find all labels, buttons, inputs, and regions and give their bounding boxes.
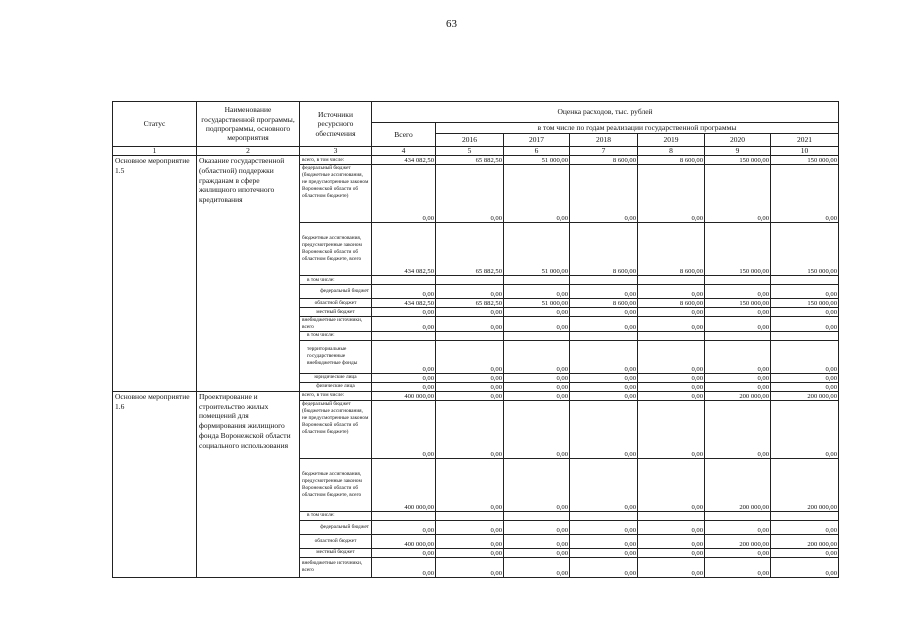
value-total: 400 000,00 bbox=[372, 458, 436, 511]
value-year: 0,00 bbox=[638, 317, 705, 332]
value-year: 0,00 bbox=[771, 165, 839, 223]
funding-source: местный бюджет bbox=[300, 308, 372, 317]
value-year bbox=[570, 331, 638, 340]
header-year: 2018 bbox=[570, 134, 638, 147]
value-total bbox=[372, 276, 436, 285]
value-total: 434 082,50 bbox=[372, 223, 436, 276]
value-year: 0,00 bbox=[705, 548, 771, 557]
value-year: 0,00 bbox=[436, 557, 504, 577]
value-year: 0,00 bbox=[638, 458, 705, 511]
value-year: 0,00 bbox=[504, 317, 570, 332]
value-year: 200 000,00 bbox=[771, 458, 839, 511]
value-total: 0,00 bbox=[372, 520, 436, 534]
value-year: 200 000,00 bbox=[771, 391, 839, 400]
header-year: 2016 bbox=[436, 134, 504, 147]
value-year: 0,00 bbox=[705, 285, 771, 299]
value-total: 0,00 bbox=[372, 382, 436, 391]
table-row bbox=[113, 391, 839, 400]
header-total: Всего bbox=[372, 123, 436, 147]
value-year bbox=[771, 511, 839, 520]
value-year: 0,00 bbox=[638, 534, 705, 548]
value-total bbox=[372, 331, 436, 340]
value-year: 0,00 bbox=[771, 308, 839, 317]
value-year: 0,00 bbox=[570, 520, 638, 534]
funding-source: федеральный бюджет (бюджетные ассигнования, не предусмотренные законом Воронежской области об областном бюджете) bbox=[300, 165, 372, 223]
funding-source: федеральный бюджет bbox=[300, 285, 372, 299]
value-year bbox=[638, 276, 705, 285]
column-number: 7 bbox=[570, 147, 638, 156]
value-total: 0,00 bbox=[372, 308, 436, 317]
value-year: 0,00 bbox=[638, 340, 705, 373]
header-estimate: Оценка расходов, тыс. рублей bbox=[372, 102, 839, 123]
value-year: 0,00 bbox=[504, 557, 570, 577]
value-year: 8 600,00 bbox=[570, 223, 638, 276]
funding-source: всего, в том числе: bbox=[300, 391, 372, 400]
funding-source: территориальные государственные внебюджетные фонды bbox=[300, 340, 372, 373]
section-name: Оказание государственной (областной) поддержки гражданам в сфере жилищного ипотечного кредитования bbox=[197, 156, 300, 392]
value-year: 0,00 bbox=[570, 557, 638, 577]
funding-source: местный бюджет bbox=[300, 548, 372, 557]
column-numbers-row bbox=[113, 147, 839, 156]
value-year: 150 000,00 bbox=[771, 223, 839, 276]
funding-source: федеральный бюджет bbox=[300, 520, 372, 534]
value-year: 0,00 bbox=[504, 400, 570, 458]
value-year: 65 882,50 bbox=[436, 156, 504, 165]
value-year: 0,00 bbox=[771, 317, 839, 332]
table-body bbox=[113, 156, 839, 578]
value-year: 0,00 bbox=[436, 391, 504, 400]
value-year: 200 000,00 bbox=[705, 458, 771, 511]
value-total: 434 082,50 bbox=[372, 299, 436, 308]
value-year: 0,00 bbox=[570, 391, 638, 400]
value-year: 0,00 bbox=[705, 373, 771, 382]
column-number: 5 bbox=[436, 147, 504, 156]
table-row bbox=[113, 156, 839, 165]
value-year: 8 600,00 bbox=[570, 299, 638, 308]
value-year: 0,00 bbox=[504, 340, 570, 373]
funding-source: областной бюджет bbox=[300, 299, 372, 308]
value-year: 0,00 bbox=[504, 382, 570, 391]
value-year: 0,00 bbox=[436, 534, 504, 548]
value-year: 0,00 bbox=[504, 165, 570, 223]
value-year: 150 000,00 bbox=[771, 156, 839, 165]
value-year: 0,00 bbox=[638, 285, 705, 299]
value-year: 0,00 bbox=[570, 317, 638, 332]
value-year: 0,00 bbox=[436, 400, 504, 458]
header-year: 2017 bbox=[504, 134, 570, 147]
value-total: 0,00 bbox=[372, 285, 436, 299]
value-year: 0,00 bbox=[504, 308, 570, 317]
column-number: 4 bbox=[372, 147, 436, 156]
funding-source: бюджетные ассигнования, предусмотренные законом Воронежской области об областном бюджете, всего bbox=[300, 458, 372, 511]
value-year: 150 000,00 bbox=[705, 299, 771, 308]
value-year bbox=[436, 276, 504, 285]
value-year: 0,00 bbox=[771, 285, 839, 299]
funding-source: внебюджетные источники, всего bbox=[300, 317, 372, 332]
value-year: 0,00 bbox=[771, 548, 839, 557]
value-year bbox=[705, 511, 771, 520]
value-year: 0,00 bbox=[638, 391, 705, 400]
value-year: 0,00 bbox=[705, 165, 771, 223]
value-year: 51 000,00 bbox=[504, 223, 570, 276]
value-year: 0,00 bbox=[504, 548, 570, 557]
value-year: 150 000,00 bbox=[705, 223, 771, 276]
value-year bbox=[570, 276, 638, 285]
funding-source: всего, в том числе: bbox=[300, 156, 372, 165]
value-year: 0,00 bbox=[570, 340, 638, 373]
header-year: 2021 bbox=[771, 134, 839, 147]
value-year bbox=[638, 331, 705, 340]
value-year: 8 600,00 bbox=[638, 223, 705, 276]
header-name: Наименование государственной программы, подпрограммы, основного мероприятия bbox=[197, 102, 300, 147]
column-number: 3 bbox=[300, 147, 372, 156]
value-total: 0,00 bbox=[372, 165, 436, 223]
header-by-years: в том числе по годам реализации государственной программы bbox=[436, 123, 839, 134]
value-year: 0,00 bbox=[638, 165, 705, 223]
value-year: 0,00 bbox=[771, 400, 839, 458]
value-total: 0,00 bbox=[372, 340, 436, 373]
value-year: 0,00 bbox=[771, 520, 839, 534]
funding-source: внебюджетные источники, всего bbox=[300, 557, 372, 577]
value-year: 0,00 bbox=[570, 400, 638, 458]
value-total: 0,00 bbox=[372, 548, 436, 557]
value-year: 0,00 bbox=[638, 548, 705, 557]
value-year bbox=[705, 331, 771, 340]
section-status: Основное мероприятие 1.6 bbox=[113, 391, 197, 577]
value-year: 0,00 bbox=[771, 557, 839, 577]
value-year: 0,00 bbox=[436, 458, 504, 511]
value-year bbox=[436, 511, 504, 520]
value-year: 0,00 bbox=[436, 520, 504, 534]
value-total: 400 000,00 bbox=[372, 534, 436, 548]
value-year: 0,00 bbox=[638, 308, 705, 317]
value-year: 0,00 bbox=[436, 548, 504, 557]
value-year: 0,00 bbox=[436, 165, 504, 223]
value-year: 200 000,00 bbox=[705, 534, 771, 548]
value-year: 0,00 bbox=[570, 548, 638, 557]
value-year: 0,00 bbox=[570, 308, 638, 317]
value-year: 51 000,00 bbox=[504, 156, 570, 165]
value-year: 0,00 bbox=[771, 340, 839, 373]
value-year bbox=[504, 511, 570, 520]
header-status: Статус bbox=[113, 102, 197, 147]
value-total: 0,00 bbox=[372, 373, 436, 382]
funding-source: в том числе: bbox=[300, 276, 372, 285]
header-year: 2020 bbox=[705, 134, 771, 147]
header-sources: Источники ресурсного обеспечения bbox=[300, 102, 372, 147]
value-year: 0,00 bbox=[705, 340, 771, 373]
value-year bbox=[570, 511, 638, 520]
value-total: 400 000,00 bbox=[372, 391, 436, 400]
value-year: 0,00 bbox=[570, 285, 638, 299]
value-year: 0,00 bbox=[436, 285, 504, 299]
column-number: 2 bbox=[197, 147, 300, 156]
value-total bbox=[372, 511, 436, 520]
value-year bbox=[705, 276, 771, 285]
value-total: 0,00 bbox=[372, 400, 436, 458]
value-year: 0,00 bbox=[705, 382, 771, 391]
value-year: 8 600,00 bbox=[638, 156, 705, 165]
column-number: 10 bbox=[771, 147, 839, 156]
value-year: 0,00 bbox=[638, 382, 705, 391]
value-year: 0,00 bbox=[638, 520, 705, 534]
value-year: 0,00 bbox=[436, 373, 504, 382]
value-year: 0,00 bbox=[638, 557, 705, 577]
value-year bbox=[436, 331, 504, 340]
header-year: 2019 bbox=[638, 134, 705, 147]
value-year: 8 600,00 bbox=[638, 299, 705, 308]
value-year: 0,00 bbox=[705, 317, 771, 332]
value-year: 0,00 bbox=[436, 382, 504, 391]
value-year: 0,00 bbox=[436, 317, 504, 332]
value-year: 0,00 bbox=[436, 308, 504, 317]
value-year: 0,00 bbox=[638, 400, 705, 458]
value-total: 434 082,50 bbox=[372, 156, 436, 165]
value-year: 0,00 bbox=[570, 382, 638, 391]
value-year: 0,00 bbox=[771, 382, 839, 391]
value-year: 0,00 bbox=[436, 340, 504, 373]
value-year: 0,00 bbox=[504, 458, 570, 511]
value-year: 150 000,00 bbox=[771, 299, 839, 308]
funding-source: федеральный бюджет (бюджетные ассигнования, не предусмотренные законом Воронежской области об областном бюджете) bbox=[300, 400, 372, 458]
value-year: 0,00 bbox=[504, 391, 570, 400]
value-year: 0,00 bbox=[705, 557, 771, 577]
value-year bbox=[504, 331, 570, 340]
value-year: 0,00 bbox=[570, 458, 638, 511]
value-year: 51 000,00 bbox=[504, 299, 570, 308]
value-year: 0,00 bbox=[504, 534, 570, 548]
column-number: 1 bbox=[113, 147, 197, 156]
page-number: 63 bbox=[446, 18, 457, 30]
value-year: 0,00 bbox=[705, 400, 771, 458]
value-total: 0,00 bbox=[372, 317, 436, 332]
column-number: 6 bbox=[504, 147, 570, 156]
column-number: 9 bbox=[705, 147, 771, 156]
value-year bbox=[504, 276, 570, 285]
funding-source: бюджетные ассигнования, предусмотренные законом Воронежской области об областном бюджете, всего bbox=[300, 223, 372, 276]
value-year: 0,00 bbox=[504, 373, 570, 382]
value-year: 0,00 bbox=[504, 520, 570, 534]
value-year: 150 000,00 bbox=[705, 156, 771, 165]
value-year: 0,00 bbox=[705, 308, 771, 317]
value-year: 8 600,00 bbox=[570, 156, 638, 165]
value-year: 0,00 bbox=[570, 373, 638, 382]
value-year bbox=[771, 331, 839, 340]
funding-source: физические лица bbox=[300, 382, 372, 391]
column-number: 8 bbox=[638, 147, 705, 156]
value-year bbox=[771, 276, 839, 285]
value-year bbox=[638, 511, 705, 520]
funding-source: в том числе: bbox=[300, 331, 372, 340]
value-total: 0,00 bbox=[372, 557, 436, 577]
value-year: 65 882,50 bbox=[436, 223, 504, 276]
funding-source: юридические лица bbox=[300, 373, 372, 382]
value-year: 65 882,50 bbox=[436, 299, 504, 308]
value-year: 200 000,00 bbox=[705, 391, 771, 400]
section-status: Основное мероприятие 1.5 bbox=[113, 156, 197, 392]
table-header bbox=[113, 102, 839, 156]
value-year: 0,00 bbox=[570, 165, 638, 223]
funding-source: в том числе: bbox=[300, 511, 372, 520]
value-year: 0,00 bbox=[638, 373, 705, 382]
value-year: 0,00 bbox=[771, 373, 839, 382]
value-year: 0,00 bbox=[705, 520, 771, 534]
section-name: Проектирование и строительство жилых помещений для формирования жилищного фонда Воронежской области социального использования bbox=[197, 391, 300, 577]
value-year: 0,00 bbox=[570, 534, 638, 548]
value-year: 0,00 bbox=[504, 285, 570, 299]
budget-table bbox=[112, 101, 839, 578]
value-year: 200 000,00 bbox=[771, 534, 839, 548]
funding-source: областной бюджет bbox=[300, 534, 372, 548]
